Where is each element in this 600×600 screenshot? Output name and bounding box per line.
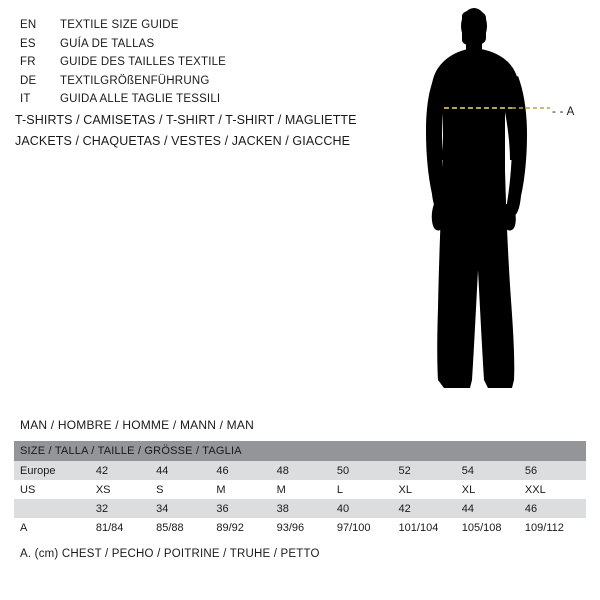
category-line-jackets: JACKETS / CHAQUETAS / VESTES / JACKEN / GIACCHE (15, 134, 351, 148)
table-cell: XL (460, 480, 523, 499)
table-title: MAN / HOMBRE / HOMME / MANN / MAN (20, 418, 254, 432)
language-row (20, 53, 400, 72)
table-cell: 85/88 (154, 518, 214, 537)
row-label: Europe (14, 461, 94, 480)
table-cell: 89/92 (214, 518, 274, 537)
row-label: US (14, 480, 94, 499)
table-cell: 42 (397, 499, 460, 518)
table-cell: M (275, 480, 335, 499)
table-cell: M (214, 480, 274, 499)
table-cell: 50 (335, 461, 397, 480)
table-cell: 40 (335, 499, 397, 518)
table-cell: 36 (214, 499, 274, 518)
table-cell: 56 (523, 461, 586, 480)
size-table (14, 441, 586, 537)
language-header-block (20, 16, 400, 109)
table-cell: S (154, 480, 214, 499)
language-code: FR (20, 56, 36, 68)
language-row (20, 35, 400, 54)
category-block (15, 110, 435, 152)
language-row (20, 72, 400, 91)
silhouette-shape (426, 8, 527, 388)
male-silhouette-figure (400, 8, 590, 398)
language-text: TEXTILGRÖßENFÜHRUNG (60, 74, 210, 87)
table-cell: 42 (94, 461, 154, 480)
table-cell: 109/112 (523, 518, 586, 537)
category-line-tshirts: T-SHIRTS / CAMISETAS / T-SHIRT / T-SHIRT / MAGLIETTE (15, 113, 357, 127)
row-label: A (14, 518, 94, 537)
table-cell: XS (94, 480, 154, 499)
table-row (14, 518, 586, 537)
table-cell: 38 (275, 499, 335, 518)
table-cell: 105/108 (460, 518, 523, 537)
language-row (20, 90, 400, 109)
table-footnote: A. (cm) CHEST / PECHO / POITRINE / TRUHE / PETTO (20, 548, 320, 560)
table-cell: L (335, 480, 397, 499)
language-text: GUÍA DE TALLAS (60, 37, 155, 50)
table-row (14, 461, 586, 480)
language-text: GUIDA ALLE TAGLIE TESSILI (60, 93, 221, 105)
table-cell: 34 (154, 499, 214, 518)
language-text: TEXTILE SIZE GUIDE (60, 19, 179, 31)
language-code: EN (20, 19, 37, 31)
table-cell: 46 (214, 461, 274, 480)
table-cell: XXL (523, 480, 586, 499)
language-code: IT (20, 93, 31, 105)
table-cell: 46 (523, 499, 586, 518)
row-label (14, 499, 94, 518)
table-cell: 44 (154, 461, 214, 480)
table-header-row (14, 441, 586, 461)
table-row (14, 480, 586, 499)
table-cell: 101/104 (397, 518, 460, 537)
table-cell: 32 (94, 499, 154, 518)
language-text: GUIDE DES TAILLES TEXTILE (60, 56, 227, 68)
table-cell: 54 (460, 461, 523, 480)
table-cell: 48 (275, 461, 335, 480)
table-cell: XL (397, 480, 460, 499)
table-row (14, 499, 586, 518)
table-cell: 97/100 (335, 518, 397, 537)
chest-measure-label: - - A (552, 106, 575, 118)
table-header-cell: SIZE / TALLA / TAILLE / GRÖSSE / TAGLIA (14, 441, 586, 461)
table-cell: 52 (397, 461, 460, 480)
language-code: DE (20, 74, 37, 87)
language-row (20, 16, 400, 35)
table-cell: 44 (460, 499, 523, 518)
language-code: ES (20, 37, 36, 50)
table-cell: 81/84 (94, 518, 154, 537)
table-cell: 93/96 (275, 518, 335, 537)
